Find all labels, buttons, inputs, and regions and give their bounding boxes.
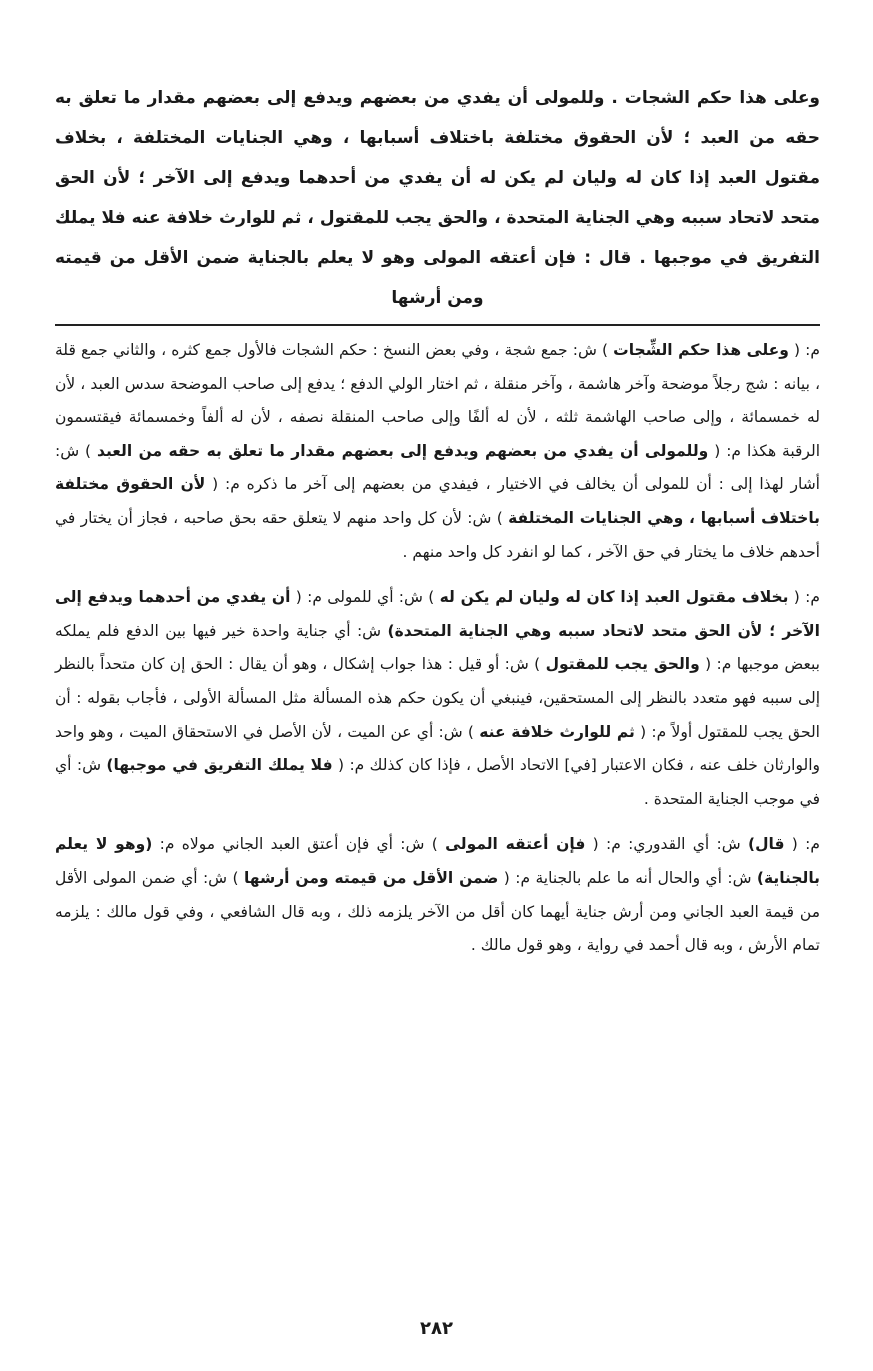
- quoted-text-segment: فإن أعتقه المولى: [445, 835, 586, 854]
- quoted-text-segment: والحق يجب للمقتول: [545, 655, 700, 674]
- commentary-segment: ) ش: أي فإن أعتق العبد الجاني مولاه م:: [152, 835, 446, 854]
- commentary-segment: ) ش: جمع شجة ، وفي بعض النسخ : حكم الشجات فالأول جمع كثره ، والثاني جمع قلة ، بيانه : شج رجلاً موضحة وآخر هاشمة ، وآخر منقلة ، ثم اختار الولي الدفع ؛ يدفع إلى صاحب الموضحة سدس العبد ، لأن له خمسمائة ، وإلى صاحب الهاشمة ثلثه ، لأن له ألفًا وإلى صاحب المنقلة نصفه ، لأن له ألفاً وخمسمائة فيقتسمون الرقبة هكذا م: (: [55, 341, 821, 460]
- page-number: ٢٨٢: [420, 1318, 453, 1339]
- commentary-segment: ش: أي القدوري: م: (: [585, 835, 748, 854]
- commentary-segment: ش: أي جناية واحدة خير فيها بين الدفع فلم يملكه ببعض موجبها م: (: [55, 621, 820, 674]
- quoted-text-segment: لأن الحقوق مختلفة باختلاف أسبابها ، وهي الجنايات المختلفة: [55, 475, 820, 527]
- commentary-paragraph: [55, 334, 820, 569]
- commentary-segment: ) ش: أو قيل : هذا جواب إشكال ، وهو أن يقال : الحق إن كان متحداً بالنظر إلى سببه فهو متعدد بالنظر إلى المستحقين، فينبغي أن يكون حكم هذه المسألة مثل المسألة الأولى ، فأجاب بقوله : أن الحق يجب للمقتول أولاً م: (: [55, 655, 820, 741]
- commentary: [55, 334, 820, 963]
- commentary-segment: م: (: [788, 341, 820, 359]
- quoted-text-segment: وعلى هذا حكم الشِّجات: [613, 341, 789, 359]
- commentary-segment: ش: أي في موجب الجناية المتحدة .: [55, 756, 820, 808]
- commentary-segment: م: (: [788, 588, 820, 607]
- quoted-text-segment: أن يفدي من أحدهما ويدفع إلى الآخر ؛ لأن الحق متحد لاتحاد سببه وهي الجناية المتحدة): [55, 588, 820, 640]
- commentary-segment: ش: أي والحال أنه ما علم بالجناية م: (: [498, 868, 757, 887]
- commentary-paragraph: [55, 828, 820, 962]
- commentary-segment: ) ش: أشار لهذا إلى : أن للمولى أن يخالف في الاختيار ، فيفدي من بعضهم إلى آخر ما ذكره م: (: [55, 441, 820, 494]
- quoted-text-segment: ضمن الأقل من قيمته ومن أرشها: [243, 868, 499, 887]
- separator-rule: [55, 324, 820, 326]
- quoted-text-segment: (وهو لا يعلم بالجناية): [55, 835, 820, 887]
- commentary-segment: ) ش: أي ضمن المولى الأقل من قيمة العبد الجاني ومن أرش جناية أيهما كان أقل من الآخر يلزمه ذلك ، وبه قال الشافعي ، وفي قول مالك : يلزمه تمام الأرش ، وبه قال أحمد في رواية ، وهو قول مالك .: [55, 868, 820, 955]
- quoted-text-segment: بخلاف مقتول العبد إذا كان له وليان لم يكن له: [439, 588, 789, 607]
- commentary-segment: ) ش: أي للمولى م: (: [290, 588, 440, 607]
- quoted-text-segment: قال): [747, 835, 785, 854]
- quoted-text-segment: وللمولى أن يفدي من بعضهم ويدفع إلى بعضهم مقدار ما تعلق به حقه من العبد: [97, 441, 709, 460]
- commentary-segment: م: (: [784, 835, 820, 854]
- quoted-text-segment: فلا يملك التفريق في موجبها): [106, 756, 333, 775]
- commentary-paragraph: [55, 581, 820, 816]
- commentary-segment: ) ش: لأن كل واحد منهم لا يتعلق حقه بحق صاحبه ، فجاز أن يختار في أحدهم خلاف ما يختار في حق الآخر ، كما لو انفرد كل واحد منهم .: [55, 508, 820, 561]
- main-text: وعلى هذا حكم الشجات . وللمولى أن يفدي من بعضهم ويدفع إلى بعضهم مقدار ما تعلق به حقه من العبد ؛ لأن الحقوق مختلفة باختلاف أسبابها ، وهي الجنايات المختلفة ، بخلاف مقتول العبد إذا كان له وليان لم يكن له أن يفدي من أحدهما ويدفع إلى الآخر ؛ لأن الحق متحد لاتحاد سببه وهي الجناية المتحدة ، والحق يجب للمقتول ، ثم للوارث خلافة عنه فلا يملك التفريق في موجبها . قال : فإن أعتقه المولى وهو لا يعلم بالجناية ضمن الأقل من قيمته ومن أرشها: [55, 88, 820, 308]
- commentary-segment: ) ش: أي عن الميت ، لأن الأصل في الاستحقاق الميت ، وهو واحد والوارثان خلف عنه ، فكان الاعتبار [في] الاتحاد الأصل ، فإذا كان كذلك م: (: [55, 722, 820, 775]
- quoted-text-segment: ثم للوارث خلافة عنه: [479, 722, 635, 741]
